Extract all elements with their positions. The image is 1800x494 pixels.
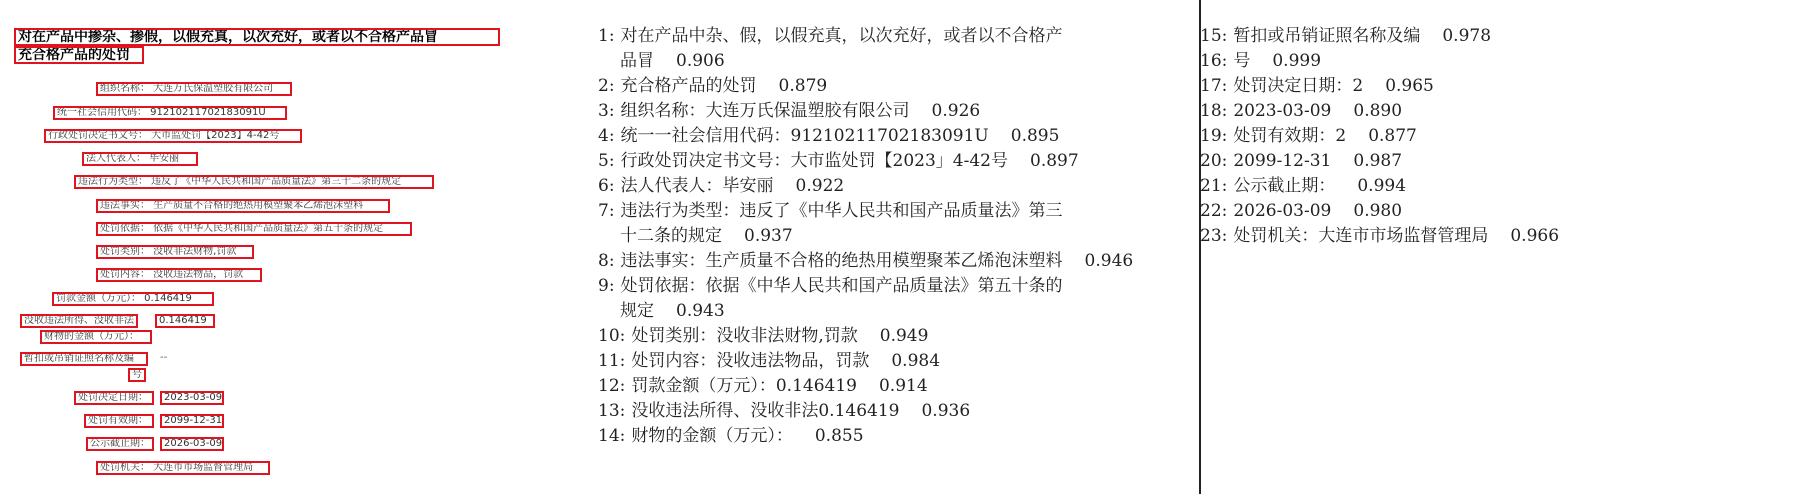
- ocr-result-index: 11:: [598, 351, 626, 371]
- ocr-confidence-score: 0.879: [778, 76, 828, 96]
- ocr-result-text: 公示截止期：: [1233, 176, 1336, 196]
- ocr-confidence-score: 0.855: [814, 426, 864, 446]
- ocr-result-text: 行政处罚决定书文号：大市监处罚【2023」4-42号: [620, 151, 1009, 171]
- ocr-result-text: 处罚机关：大连市市场监督管理局: [1233, 226, 1489, 246]
- ocr-result-line: [598, 399, 1150, 424]
- detection-box: 处罚机关： 大连市市场监督管理局: [96, 461, 270, 475]
- ocr-confidence-score: 0.926: [931, 101, 981, 121]
- detection-box: 法人代表人： 毕安丽: [82, 152, 198, 166]
- ocr-result-index: 1:: [598, 26, 615, 46]
- ocr-confidence-score: 0.936: [921, 401, 971, 421]
- ocr-result-line: [1200, 99, 1760, 124]
- ocr-result-text: 号: [1233, 51, 1251, 71]
- detection-box: 处罚类别： 没收非法财物,罚款: [96, 245, 254, 259]
- ocr-result-text: 2026-03-09: [1233, 201, 1332, 221]
- detection-box: 没收违法所得、没收非法: [20, 314, 138, 328]
- ocr-result-index: 10:: [598, 326, 626, 346]
- ocr-confidence-score: 0.978: [1442, 26, 1492, 46]
- ocr-confidence-score: 0.914: [878, 376, 928, 396]
- ocr-result-index: 22:: [1200, 201, 1228, 221]
- ocr-result-text: 法人代表人：毕安丽: [620, 176, 774, 196]
- detection-box: 处罚内容： 没收违法物品，罚款: [96, 268, 262, 282]
- detection-box: 违法事实： 生产质量不合格的绝热用模塑聚苯乙烯泡沫塑料: [96, 199, 390, 213]
- ocr-result-text: 违法事实：生产质量不合格的绝热用模塑聚苯乙烯泡沫塑料: [620, 251, 1063, 271]
- ocr-result-line: [598, 324, 1150, 349]
- ocr-confidence-score: 0.966: [1510, 226, 1560, 246]
- ocr-confidence-score: 0.980: [1353, 201, 1403, 221]
- detection-box: 暂扣或吊销证照名称及编: [20, 352, 148, 366]
- ocr-result-text: 充合格产品的处罚: [620, 76, 757, 96]
- ocr-confidence-score: 0.999: [1272, 51, 1322, 71]
- detection-box: 公示截止期：: [86, 437, 154, 451]
- ocr-result-line: [598, 249, 1150, 274]
- ocr-result-line: [1200, 124, 1760, 149]
- ocr-confidence-score: 0.877: [1368, 126, 1417, 146]
- detection-box: 行政处罚决定书文号： 大市监处罚【2023】4-42号: [44, 129, 302, 143]
- ocr-results-right: [1200, 0, 1760, 494]
- ocr-result-index: 19:: [1200, 126, 1228, 146]
- ocr-result-index: 16:: [1200, 51, 1228, 71]
- ocr-result-index: 12:: [598, 376, 626, 396]
- ocr-result-index: 18:: [1200, 101, 1228, 121]
- ocr-confidence-score: 0.943: [676, 301, 725, 321]
- ocr-result-index: 3:: [598, 101, 615, 121]
- ocr-confidence-score: 0.906: [676, 51, 725, 71]
- ocr-confidence-score: 0.994: [1357, 176, 1407, 196]
- detection-box: 处罚依据： 依据《中华人民共和国产品质量法》第五十条的规定: [96, 222, 412, 236]
- ocr-confidence-score: 0.987: [1353, 151, 1403, 171]
- ocr-result-line: [598, 24, 1150, 74]
- ocr-result-text: 违法行为类型：违反了《中华人民共和国产品质量法》第三: [620, 201, 1063, 221]
- ocr-result-text: 2099-12-31: [1233, 151, 1332, 171]
- ocr-result-index: 13:: [598, 401, 626, 421]
- ocr-result-line: [598, 149, 1150, 174]
- detection-box: 违法行为类型： 违反了《中华人民共和国产品质量法》第三十二条的规定: [74, 175, 434, 189]
- ocr-result-line: [598, 349, 1150, 374]
- ocr-result-text: 暂扣或吊销证照名称及编: [1233, 26, 1421, 46]
- detection-box: 罚款金额（万元）： 0.146419: [52, 292, 214, 306]
- ocr-result-text: 处罚类别：没收非法财物,罚款: [631, 326, 858, 346]
- ocr-result-index: 23:: [1200, 226, 1228, 246]
- ocr-confidence-score: 0.897: [1030, 151, 1079, 171]
- detection-box-title: 充合格产品的处罚: [14, 46, 144, 64]
- ocr-result-index: 2:: [598, 76, 615, 96]
- ocr-result-line: [598, 174, 1150, 199]
- ocr-result-text: 统一一社会信用代码：91210211702183091U: [620, 126, 989, 146]
- ocr-result-text: 处罚有效期：2: [1233, 126, 1347, 146]
- ocr-result-line: [598, 99, 1150, 124]
- detection-box: 处罚决定日期：: [74, 391, 154, 405]
- detection-box: 组织名称： 大连万氏保温塑胶有限公司: [96, 82, 292, 96]
- detection-box: 处罚有效期：: [84, 414, 154, 428]
- ocr-result-line: [1200, 49, 1760, 74]
- ocr-result-text: 处罚依据：依据《中华人民共和国产品质量法》第五十条的: [620, 276, 1063, 296]
- ocr-confidence-score: 0.984: [891, 351, 941, 371]
- ocr-result-wrap: [598, 299, 1150, 324]
- ocr-result-text: 对在产品中杂、假，以假充真，以次充好，或者以不合格产: [620, 26, 1063, 46]
- detection-box: 统一社会信用代码： 91210211702183091U: [53, 106, 287, 120]
- ocr-result-line: [1200, 199, 1760, 224]
- ocr-result-text: 处罚决定日期：2: [1233, 76, 1364, 96]
- detection-box: 2026-03-09: [160, 437, 224, 451]
- ocr-result-wrap: [598, 49, 1150, 74]
- ocr-result-index: 14:: [598, 426, 626, 446]
- ocr-result-text-continued: 十二条的规定: [620, 226, 722, 246]
- ocr-confidence-score: 0.965: [1385, 76, 1434, 96]
- ocr-result-text: 组织名称：大连万氏保温塑胶有限公司: [620, 101, 910, 121]
- detection-box: 0.146419: [155, 314, 215, 328]
- ocr-confidence-score: 0.937: [744, 226, 793, 246]
- ocr-result-line: [1200, 74, 1760, 99]
- ocr-result-line: [598, 124, 1150, 149]
- ocr-result-index: 6:: [598, 176, 615, 196]
- ocr-result-index: 15:: [1200, 26, 1228, 46]
- ocr-confidence-score: 0.895: [1010, 126, 1060, 146]
- ocr-result-text-continued: 品冒: [620, 51, 654, 71]
- ocr-result-text: 财物的金额（万元）：: [631, 426, 793, 446]
- ocr-result-line: [1200, 174, 1760, 199]
- ocr-result-line: [598, 199, 1150, 249]
- placeholder-dash: --: [160, 352, 168, 363]
- annotated-document-panel: [0, 0, 590, 494]
- ocr-result-text: 没收违法所得、没收非法0.146419: [631, 401, 900, 421]
- ocr-result-index: 5:: [598, 151, 615, 171]
- ocr-confidence-score: 0.922: [795, 176, 845, 196]
- detection-box: 2099-12-31: [160, 414, 224, 428]
- ocr-result-line: [1200, 224, 1760, 249]
- ocr-result-text-continued: 规定: [620, 301, 654, 321]
- detection-box-title: 对在产品中掺杂、掺假，以假充真，以次充好，或者以不合格产品冒: [14, 28, 500, 46]
- ocr-result-line: [1200, 24, 1760, 49]
- ocr-result-index: 20:: [1200, 151, 1228, 171]
- ocr-confidence-score: 0.946: [1084, 251, 1134, 271]
- ocr-result-line: [1200, 149, 1760, 174]
- ocr-result-index: 17:: [1200, 76, 1228, 96]
- ocr-result-text: 2023-03-09: [1233, 101, 1332, 121]
- ocr-result-index: 7:: [598, 201, 615, 221]
- ocr-result-line: [598, 274, 1150, 324]
- detection-box: 2023-03-09: [160, 391, 224, 405]
- ocr-result-index: 4:: [598, 126, 615, 146]
- ocr-result-line: [598, 74, 1150, 99]
- ocr-result-text: 处罚内容：没收违法物品，罚款: [631, 351, 870, 371]
- ocr-result-index: 21:: [1200, 176, 1228, 196]
- ocr-confidence-score: 0.949: [879, 326, 929, 346]
- detection-box: 号: [128, 368, 146, 382]
- ocr-result-line: [598, 374, 1150, 399]
- ocr-result-index: 8:: [598, 251, 615, 271]
- ocr-results-middle: [598, 0, 1150, 494]
- ocr-result-wrap: [598, 224, 1150, 249]
- ocr-confidence-score: 0.890: [1353, 101, 1403, 121]
- ocr-result-line: [598, 424, 1150, 449]
- detection-box: 财物的金额（万元）：: [40, 330, 152, 344]
- ocr-result-text: 罚款金额（万元）：0.146419: [631, 376, 857, 396]
- ocr-result-index: 9:: [598, 276, 615, 296]
